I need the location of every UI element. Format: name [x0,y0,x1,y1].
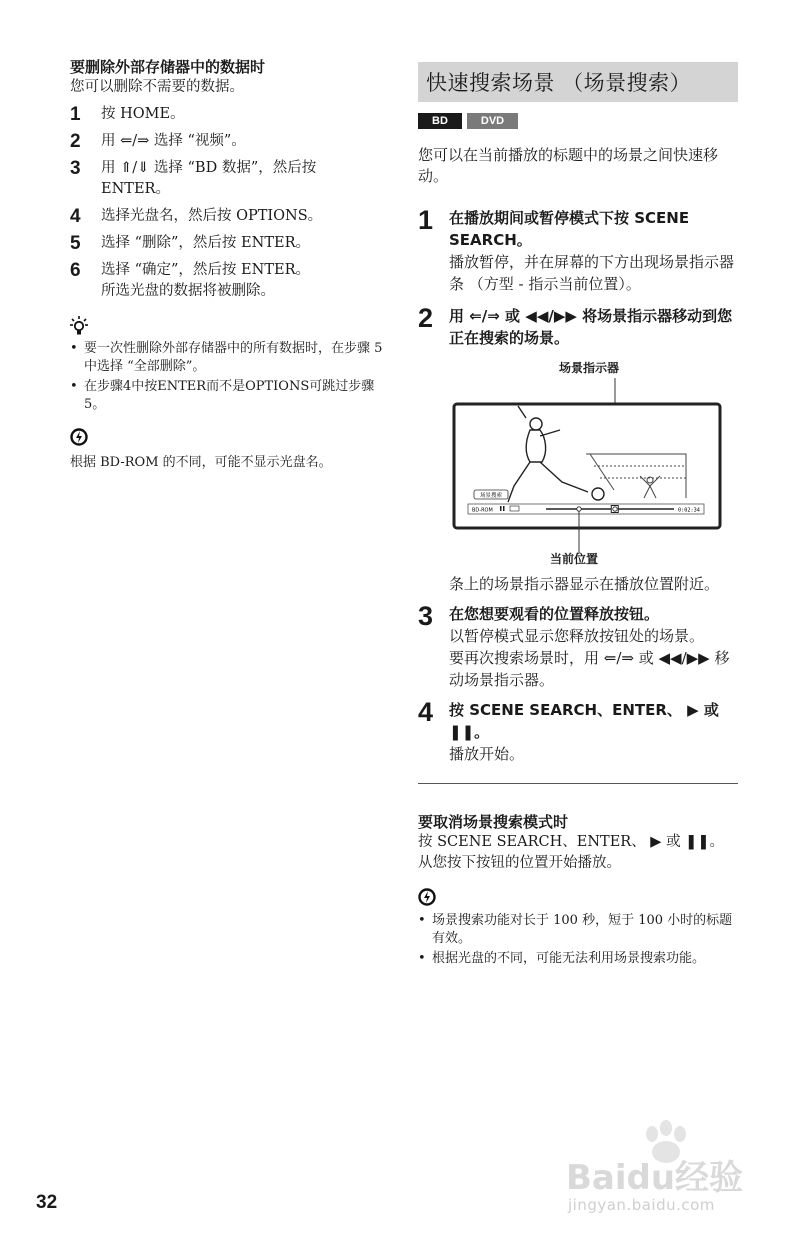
disc-badges [418,113,740,129]
step-text: 选择 “确定”，然后按 ENTER。 [101,262,310,278]
scene-step-2 [418,305,740,349]
scene-step-4 [418,699,740,765]
step-number: 5 [70,233,81,254]
tip-item: • 在步骤4中按ENTER而不是OPTIONS可跳过步骤5。 [70,379,375,412]
section-divider [418,783,738,784]
step-number: 1 [70,104,81,125]
step-number: 4 [418,697,434,727]
step-desc: 以暂停模式显示您释放按钮处的场景。 [449,627,705,645]
bullet-icon: • [418,913,426,928]
watermark-url: jingyan.baidu.com [568,1196,715,1214]
step-text: 用 ⇐/⇒ 选择 “视频”。 [101,133,246,149]
delete-data-heading: 要删除外部存储器中的数据时 [70,58,266,76]
step-title: 按 SCENE SEARCH、ENTER、 ▶ 或 ❚❚。 [449,701,719,741]
step-title: 在您想要观看的位置释放按钮。 [449,605,660,623]
scene-search-diagram [418,378,736,554]
watermark-brand: Baidu经验 [566,1158,744,1198]
step-number: 2 [70,131,81,152]
note-icon [70,428,90,448]
bdrom-note: 根据 BD-ROM 的不同，可能不显示光盘名。 [70,455,332,470]
note-item: • 场景搜索功能对长于 100 秒，短于 100 小时的标题有效。 [418,913,733,946]
delete-data-intro: 您可以删除不需要的数据。 [70,79,244,95]
step-2 [70,131,400,152]
step-title: 用 ⇐/⇒ 或 ◀◀/▶▶ 将场景指示器移动到您正在搜索的场景。 [449,307,733,347]
screen-scene-label: 场景搜索 [479,493,503,499]
bullet-icon: • [70,379,78,394]
step-number: 1 [418,205,434,235]
bullet-icon: • [418,951,426,966]
page-number: 32 [36,1192,58,1213]
delete-steps [70,104,400,302]
left-column [70,57,400,472]
lightbulb-icon [70,316,90,336]
tip-item: • 要一次性删除外部存储器中的所有数据时，在步骤 5 中选择 “全部删除”。 [70,341,383,374]
step-number: 6 [70,260,81,281]
step-6 [70,260,400,302]
cancel-heading: 要取消场景搜索模式时 [418,813,569,831]
step-desc-2: 要再次搜索场景时，用 ⇐/⇒ 或 ◀◀/▶▶ 移动场景指示器。 [449,649,730,689]
step-number: 3 [70,158,81,179]
bar-disc-type: BD-ROM [472,507,493,514]
tips-list [70,340,400,414]
step-text: 用 ⇑/⇓ 选择 “BD 数据”，然后按 ENTER。 [101,160,317,197]
cancel-text: 按 SCENE SEARCH、ENTER、 ▶ 或 ❚❚。 [418,834,724,850]
step-4 [70,206,400,227]
note-item: • 根据光盘的不同，可能无法利用场景搜索功能。 [418,951,706,966]
scene-step-1 [418,207,740,295]
step-title: 在播放期间或暂停模式下按 SCENE SEARCH。 [449,209,690,249]
step-desc: 播放暂停，并在屏幕的下方出现场景指示器条 （方型 - 指示当前位置）。 [449,253,735,293]
section-title: 快速搜索场景 （场景搜索） [418,62,738,102]
badge-dvd: DVD [467,113,518,129]
step-3 [70,158,400,200]
scene-search-notes [418,912,740,968]
step-number: 3 [418,601,434,631]
step-subtext: 所选光盘的数据将被删除。 [101,283,275,299]
note-icon [418,888,438,908]
scene-step-3 [418,603,740,691]
right-column [418,62,740,970]
current-position-label: 当前位置 [549,552,598,566]
diagram-caption: 条上的场景指示器显示在播放位置附近。 [449,575,720,593]
scene-search-intro: 您可以在当前播放的标题中的场景之间快速移动。 [418,146,719,185]
badge-bd: BD [418,113,462,129]
step-text: 选择 “删除”，然后按 ENTER。 [101,235,310,251]
step-5 [70,233,400,254]
step-text: 选择光盘名，然后按 OPTIONS。 [101,208,323,224]
current-position-marker [577,507,581,511]
step-text: 按 HOME。 [101,106,185,122]
bar-time: 0:02:34 [678,507,700,514]
bullet-icon: • [70,341,78,356]
step-1 [70,104,400,125]
step-number: 2 [418,303,434,333]
step-desc: 播放开始。 [449,745,525,763]
cancel-text-2: 从您按下按钮的位置开始播放。 [418,855,621,871]
step-number: 4 [70,206,81,227]
scene-indicator-label: 场景指示器 [558,361,619,375]
